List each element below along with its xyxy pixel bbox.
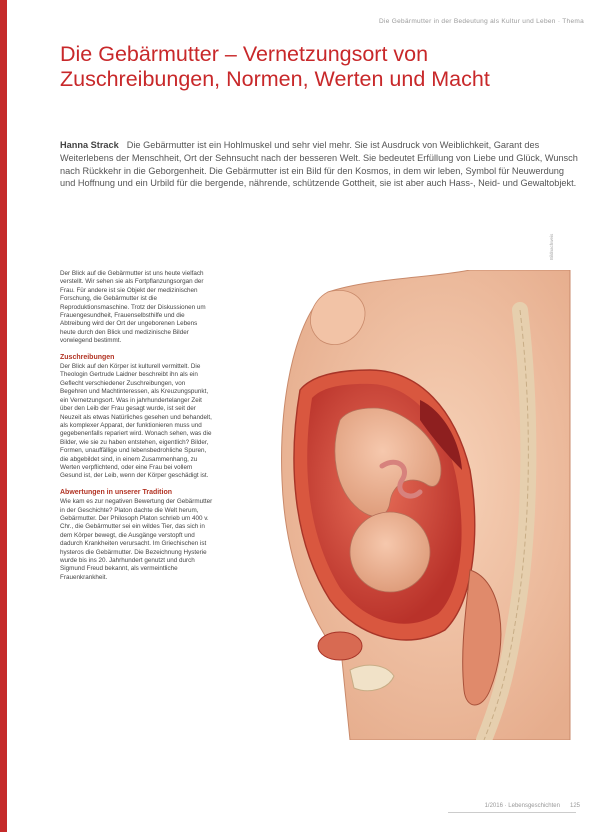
image-credit: Bildnachweis xyxy=(549,233,554,260)
lead-text: Die Gebärmutter ist ein Hohlmuskel und sehr viel mehr. Sie ist Ausdruck von Weiblichkeit, Garant des Weiterlebens der Menschheit, Ort der Sehnsucht nach der besseren Welt. Sie bedeutet Erfüllung von Liebe und Glück, Wunsch nach Rückkehr in die Geborgenheit. Die Gebärmutter ist ein Bild für den Kosmos, in dem wir leben, Symbol für Neuwerdung und Hoffnung und ein Urbild für die bergende, nährende, schützende Gottheit, sie ist aber auch Hass-, Neid- und Gewaltobjekt. xyxy=(60,140,578,189)
accent-bar xyxy=(0,0,7,832)
issue-label: 1/2016 · Lebensgeschichten xyxy=(484,803,560,809)
section-heading-zuschreibungen: Zuschreibungen xyxy=(60,353,115,361)
intro-paragraph: Der Blick auf die Gebärmutter ist uns heute vielfach verstellt. Wir sehen sie als Fortpflanzungsorgan der Frau. Für andere ist sie Objekt der medizinischen Forschung, die Gebärmutter ist die Reproduktionsmaschine. Trotz der Diskussionen um Frauengesundheit, Frauenselbsthilfe und die Abtreibung wird der Ort der ungeborenen Lebens heute durch den Blick und medizinische Bilder vorwiegend bestimmt. xyxy=(60,270,206,345)
lead-paragraph xyxy=(60,139,580,190)
running-head: Die Gebärmutter in der Bedeutung als Kultur und Leben · Thema xyxy=(379,18,584,25)
page-number: 125 xyxy=(569,803,580,809)
footer-rule xyxy=(448,812,576,813)
section-paragraph-abwertungen: Wie kam es zur negativen Bewertung der Gebärmutter in der Geschichte? Platon dachte die Welt herum, Gebärmutter. Der Philosoph Platon schrieb um 400 v. Chr., die Gebärmutter sei ein wildes Tier, das sich in dem Körper bewegt, die Ausgänge verstopft und dadurch Krankheiten verursacht. Im Griechischen ist hysteros die Gebärmutter. Die Bezeichnung Hysterie wurde bis ins 20. Jahrhundert genutzt und durch Sigmund Freud bekannt, als vermeintliche Frauenkrankheit. xyxy=(60,498,213,581)
section-paragraph-zuschreibungen: Der Blick auf den Körper ist kulturell vermittelt. Die Theologin Gertrude Laidner beschreibt ihn als ein Geflecht verschiedener Zuschreibungen, von Begehren und Machtinteressen, als Kreuzungspunkt, ein Vernetzungsort. Was in jahrhundertelanger Zeit über den Leib der Frau gesagt wurde, ist seit der Neuzeit als etwas Natürliches gesehen und behandelt, als komplexer Apparat, der funktionieren muss und gegebenenfalls repariert wird. Wonach sehen, was die Bilder, wie sie zu haben entstehen, eigentlich? Bilder, Formen, unauffällige und lebensbedrohliche Spuren, die abgebildet sind, in einem Zusammenhang, zu Werten verpflichtend, oder eine Frau bei vollem Gesund ist, der Leib, wenn der Körper geschädigt ist. xyxy=(60,363,212,480)
section-heading-abwertungen: Abwertungen in unserer Tradition xyxy=(60,488,173,496)
bladder xyxy=(318,632,362,660)
anatomical-illustration xyxy=(270,270,580,740)
page-footer xyxy=(485,803,580,809)
article-title: Die Gebärmutter – Vernetzungsort von Zuschreibungen, Normen, Werten und Macht xyxy=(60,42,490,91)
author-name: Hanna Strack xyxy=(60,140,119,150)
fetus-head xyxy=(350,512,430,592)
body-column xyxy=(60,270,214,590)
